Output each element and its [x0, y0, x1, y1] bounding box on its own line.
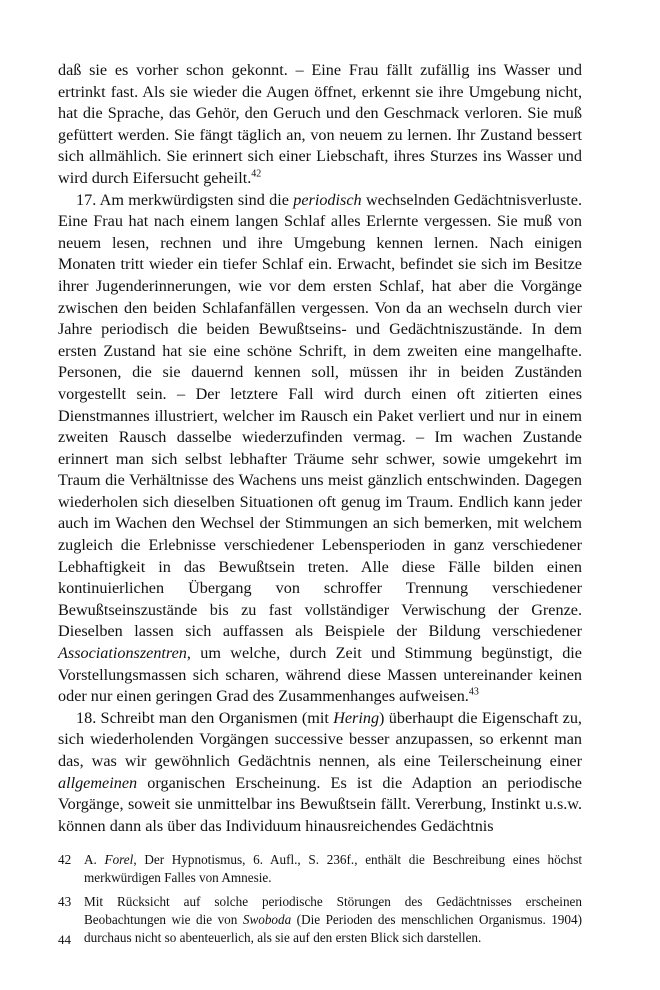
text-run: 17. Am merkwürdigsten sind die: [76, 190, 294, 209]
footnote-text: [84, 893, 582, 947]
page: [58, 60, 582, 953]
text-run: (Die Perioden des menschlichen Organismus. 1904) durchaus nicht so abenteuerlich, als sie auf den ersten Blick sich darstellen.: [84, 912, 582, 946]
emphasis-text: Hering: [333, 708, 380, 727]
text-run: wechselnden Gedächtnisverluste. Eine Frau hat nach einem langen Schlaf alles Erlernte vergessen. Sie muß von neuem lesen, rechnen und ihre Umgebung kennen lernen. Nach einigen Monaten tritt wieder ein tiefer Schlaf ein. Erwacht, befindet sie sich im Besitze ihrer Jugenderinnerungen, wie vor dem ersten Schlaf, hat aber die Vorgänge zwischen den beiden Schlafanfällen vergessen. Von da an wechseln durch vier Jahre periodisch die beiden Bewußtseins- und Gedächtniszustände. In dem ersten Zustand hat sie eine schöne Schrift, in dem zweiten eine mangelhafte. Personen, die sie dauernd kennen soll, müssen ihr in beiden Zuständen vorgestellt sein. – Der letztere Fall wird durch einen oft zitierten eines Dienstmannes illustriert, welcher im Rausch ein Paket verliert und nur in einem zweiten Rausch dasselbe wiederzufinden vermag. – Im wachen Zustande erinnert man sich selbst lebhafter Träume sehr schwer, sowie umgekehrt im Traum die Verhältnisse des Wachens uns meist gänzlich entschwinden. Dagegen wiederholen sich dieselben Situationen oft genug im Traum. Endlich kann jeder auch im Wachen den Wechsel der Stimmungen an sich bemerken, mit welchem zugleich die Erlebnisse verschiedener Lebensperioden in ganz verschiedener Lebhaftigkeit in das Bewußtsein treten. Alle diese Fälle bilden einen kontinuierlichen Übergang von schroffer Trennung verschiedener Bewußtseinszustände bis zu fast vollständiger Verwischung der Grenze. Dieselben lassen sich auffassen als Beispiele der Bildung verschiedener: [58, 190, 582, 641]
footnote-ref: 42: [251, 168, 262, 180]
text-run: 18. Schreibt man den Organismen (mit: [76, 708, 334, 727]
page-number: 44: [58, 932, 71, 947]
emphasis-text: allgemeinen: [58, 773, 138, 792]
text-run: daß sie es vorher schon gekonnt. – Eine Frau fällt zufällig ins Wasser und ertrinkt fast. Als sie wieder die Augen öffnet, erkennt sie ihre Umgebung nicht, hat die Sprache, das Gehör, den Geruch und den Geschmack verloren. Sie muß gefüttert werden. Sie fängt täglich an, von neuem zu lernen. Ihr Zustand bessert sich allmählich. Sie erinnert sich einer Liebschaft, ihres Sturzes ins Wasser und wird durch Eifersucht geheilt.: [58, 61, 582, 187]
text-run: , Der Hypnotismus, 6. Aufl., S. 236f., enthält die Beschreibung eines höchst merkwürdigen Falles von Amnesie.: [84, 852, 582, 886]
footnote-number: 43: [58, 894, 72, 910]
footnote: [58, 851, 582, 887]
text-run: , um welche, durch Zeit und Stimmung begünstigt, die Vorstellungsmassen sich scharen, während diese Massen untereinander keinen oder nur einen geringen Grad des Zusammenhanges aufweisen.: [58, 644, 582, 706]
paragraph: [58, 708, 582, 838]
emphasis-text: Forel: [104, 852, 134, 868]
footnote-number: 42: [58, 852, 72, 868]
footnotes: [58, 851, 582, 947]
footnote-text: [84, 851, 582, 887]
emphasis-text: periodisch: [293, 190, 362, 209]
text-run: A.: [84, 852, 105, 868]
body-text: [58, 60, 582, 837]
footnote-ref: 43: [468, 686, 479, 698]
emphasis-text: Swoboda: [242, 912, 292, 928]
paragraph: [58, 190, 582, 708]
footnote: [58, 893, 582, 947]
emphasis-text: Associationszentren: [58, 644, 187, 663]
text-run: organischen Erscheinung. Es ist die Adaption an periodische Vorgänge, soweit sie unmittelbar ins Bewußtsein fällt. Vererbung, Instinkt u.s.w. können dann als über das Individuum hinausreichendes Gedächtnis: [58, 773, 582, 835]
paragraph: [58, 60, 582, 190]
text-run: ) überhaupt die Eigenschaft zu, sich wiederholenden Vorgängen successive besser anzupassen, so erkennt man das, was wir gewöhnlich Gedächtnis nennen, als eine Teilerscheinung einer: [58, 708, 582, 770]
text-run: Mit Rücksicht auf solche periodische Störungen des Gedächtnisses erscheinen Beobachtungen wie die von: [84, 894, 582, 928]
